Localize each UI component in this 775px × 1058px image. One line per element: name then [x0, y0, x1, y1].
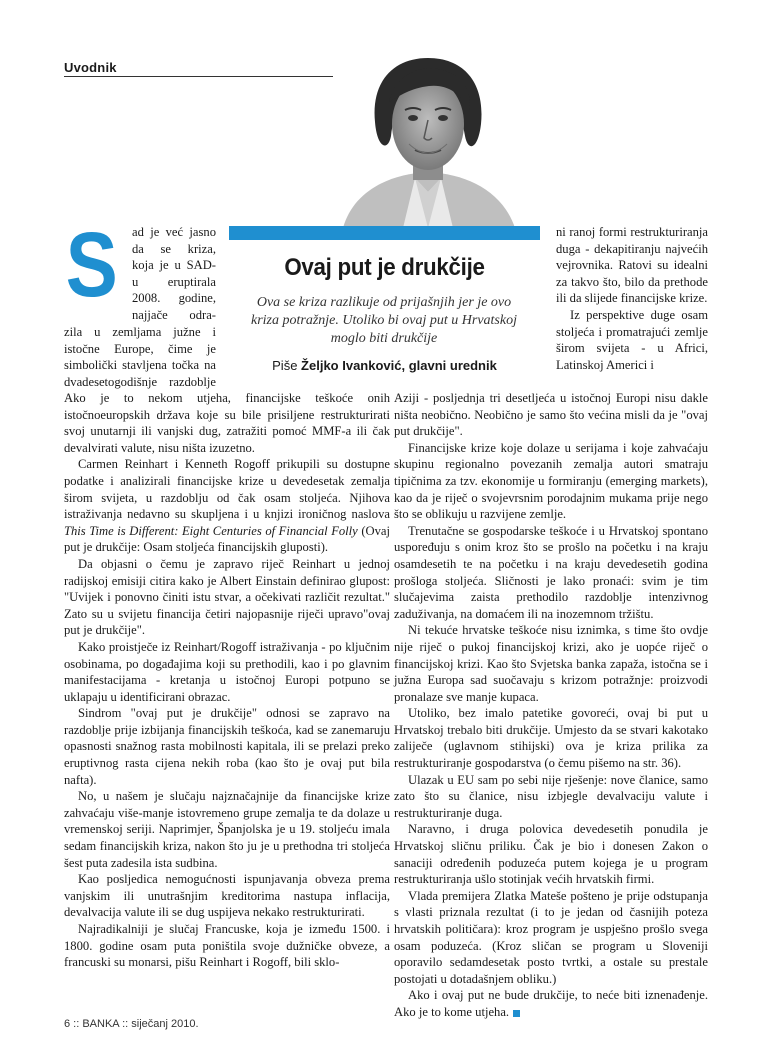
intro-line: 2008. godine, [132, 291, 216, 306]
article-deck: Ova se kriza razlikuje od prijašnjih jer je ovo kriza potražnje. Utoliko bi ovaj put u Hrvatskoj moglo biti drukčije [251, 295, 517, 346]
paragraph-text: Ulazak u EU sam po sebi nije rješenje: nove članice, samo zato što su članice, nisu izbjegle devalvaciju valute i restrukturiranje duga. [394, 772, 708, 820]
paragraph [64, 921, 390, 971]
intro-line: ad je već jasno [132, 225, 216, 239]
page-footer: 6 :: BANKA :: siječanj 2010. [64, 1018, 199, 1030]
paragraph-text: Ni tekuće hrvatske teškoće nisu iznimka, s time što ovdje nije riječ o pukoj financijskoj krizi, ako je uopće riječ o financijskoj krizi. Kao što Svjetska banka zapaža, istočna se i južna Europa sad suočavaju s krizom potražnje: proizvodi pronalaze sve manje kupaca. [394, 623, 708, 704]
paragraph-text: (Ovaj put je drukčije: Osam stoljeća financijskih gluposti). [64, 523, 391, 555]
paragraph-text: Ako je to nekom utjeha, financijske teškoće onih istočnoeuropskih država koje su bile prisiljene restrukturirati svoj unutarnji ili vanjski dug, zatražiti pomoć MMF-a ili čak devalvirati valute, nisu ništa izuzetno. [64, 391, 390, 455]
byline [229, 358, 540, 373]
headline-accent-bar [229, 226, 540, 240]
column-1-intro [132, 224, 216, 324]
dropcap [62, 224, 122, 304]
paragraph-text: Trenutačne se gospodarske teškoće i u Hrvatskoj spontano uspoređuju s onim kroz što se prošlo na početku i na kraju osamdesetih te na početku i na kraju devedesetih godina prošloga stoljeća. Sličnosti je lako pronaći: svim je tim slučajevima zaista prethodilo razdoblje intenzivnog zaduživanja, na domaćem ili na inozemnom tržištu. [394, 523, 708, 621]
paragraph [556, 224, 708, 307]
paragraph-text: Ako i ovaj put ne bude drukčije, to neće biti iznenađenje. Ako je to kome utjeha. [394, 988, 708, 1019]
paragraph-text: Kako proistječe iz Reinhart/Rogoff istraživanja - po ključnim osobinama, po događajima koji su prethodili, kao i po glavnim manifestacijama - kretanja u istočnoj Europi potpuno se uklapaju u identificirani obrazac. [64, 639, 390, 704]
intro-line: koja je u SAD- [132, 258, 216, 273]
paragraph-text: zila u zemljama južne i istočne Europe, čime je simbolički stavljena točka na dvadesetogodišnje razdoblje [64, 325, 216, 389]
column-1-main [64, 390, 390, 971]
paragraph [64, 705, 390, 788]
byline-prefix: Piše [272, 358, 302, 373]
paragraph [394, 821, 708, 887]
paragraph [64, 871, 390, 921]
paragraph-text: Najradikalniji je slučaj Francuske, koja je između 1500. i 1800. godine osam puta poništila svoje dužničke obveze, a francuski su monarsi, pišu Reinhart i Rogoff, bili sklo- [64, 922, 390, 970]
paragraph-text: Kao posljedica nemogućnosti ispunjavanja obveza prema vanjskim ili unutrašnjim kreditorima nastupa inflacija, devalvacija valute ili se dug uspijeva nekako restrukturirati. [64, 872, 390, 920]
paragraph [394, 888, 708, 988]
paragraph [64, 456, 390, 556]
article-headline: Ovaj put je drukčije [284, 254, 485, 281]
paragraph [394, 440, 708, 523]
column-2-upper [556, 224, 708, 373]
paragraph-text: Sindrom "ovaj put je drukčije" odnosi se zapravo na razdoblje prije izbijanja financijskih teškoća, kad se zanemaruju opasnosti snažnog rasta mobilnosti kapitala, ili se prelazi preko eruptivnog rasta cijena nekih roba (kao što je ovaj put bila nafta). [64, 706, 390, 787]
paragraph [64, 324, 216, 390]
paragraph [64, 639, 390, 705]
end-of-article-square-icon [513, 1010, 520, 1017]
paragraph [394, 772, 708, 822]
byline-author: Željko Ivanković, glavni urednik [301, 358, 497, 373]
paragraph-text: No, u našem je slučaju najznačajnije da financijske krize zahvaćaju više-manje istovremeno grupe zemalja te da dolaze u vremenskoj seriji. Naprimjer, Španjolska je u 19. stoljeću imala sedam financijskih kriza, nakon što ju je u prethodna tri stoljeća šest puta zadesila ista sudbina. [64, 789, 390, 870]
dropcap-letter: S [65, 224, 118, 304]
author-photo [333, 52, 523, 228]
intro-line: da se kriza, [132, 241, 216, 256]
paragraph-text: Carmen Reinhart i Kenneth Rogoff prikupili su dostupne podatke i analizirali financijske krize u devedesetak zemalja širom svijeta, u razdoblju od čak osam stoljeća. Njihova istraživanja nedavno su skupljena i u knjizi ironičnog naslova [64, 457, 390, 522]
intro-line: najjače odra- [132, 307, 216, 322]
paragraph [64, 556, 390, 639]
section-label: Uvodnik [64, 60, 117, 75]
paragraph [394, 622, 708, 705]
book-title: This Time is Different: Eight Centuries of Financial Folly [64, 523, 358, 538]
paragraph [394, 705, 708, 771]
paragraph [394, 987, 708, 1020]
paragraph-text: Naravno, i druga polovica devedesetih ponudila je Hrvatskoj sličnu priliku. Čak je bio i donesen Zakon o sanaciji određenih poduzeća putem kojega je u program restrukturiranja ušlo stotinjak većih hrvatskih firmi. [394, 822, 708, 887]
paragraph-text: Iz perspektive duge osam stoljeća i promatrajući zemlje širom svijeta - u Africi, Latinskoj Americi i [556, 307, 708, 372]
column-1-upper [64, 324, 216, 390]
paragraph-text: ni ranoj formi restrukturiranja duga - dekapitiranju najvećih vejrovnika. Ratovi su idealni za takvo što, bilo da prethode ili da slijede financijske krize. [556, 225, 708, 306]
column-2-main [394, 390, 708, 1021]
paragraph-text: Utoliko, bez imalo patetike govoreći, ovaj bi put u Hrvatskoj trebalo biti drukčije. Umjesto da se stvari kakotako zaliječe (uglavnom stihijski) ova je kriza prilika za restrukturiranje gospodarstva (o čemu pišemo na str. 36). [394, 706, 708, 771]
paragraph-text: Aziji - posljednja tri desetljeća u istočnoj Europi nisu dakle ništa neobično. Neobično je samo što većina misli da je "ovaj put drukčije". [394, 391, 708, 439]
paragraph-text: Da objasni o čemu je zapravo riječ Reinhart u jednoj radijskoj emisiji citira kako je Albert Einstain definirao glupost: "Uvijek i ponovno činiti istu stvar, a očekivati različit rezultat." Zato su u svijetu financija četiri najopasnije riječi upravo"ovaj put je drukčije". [64, 556, 390, 638]
paragraph [556, 307, 708, 373]
intro-line: u eruptirala [132, 274, 216, 289]
paragraph [64, 390, 390, 456]
paragraph-text: Vlada premijera Zlatka Mateše pošteno je prije odstupanja s vlasti priznala rezultat (i to je jedan od časnijih poteza hrvatskih političara): kroz program je uspješno prošlo svega osam poduzeća. (Kroz sličan se program u Sloveniji oporavilo sedamdesetak posto tvrtki, a ostale su prestale postojati u dotadašnjem obliku.) [394, 888, 708, 986]
paragraph [394, 523, 708, 623]
paragraph [394, 390, 708, 440]
paragraph [64, 788, 390, 871]
section-divider [64, 76, 360, 77]
paragraph-text: Financijske krize koje dolaze u serijama i koje zahvaćaju skupinu regionalno povezanih zemalja autori smatraju tipičnima za tzv. ekonomije u formiranju (emerging markets), kao da je riječ o svojevrsnim porodajnim mukama prije nego što se oblikuju u razvijene zemlje. [394, 440, 708, 522]
